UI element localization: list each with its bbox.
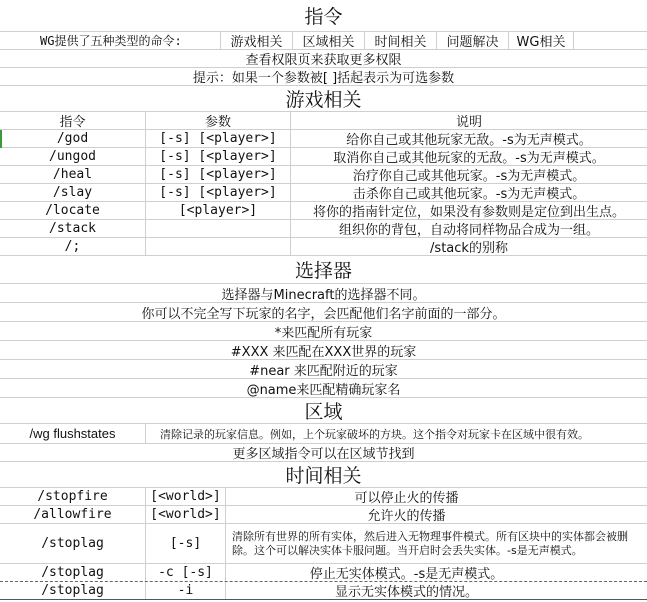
params-cell: -c [-s]	[145, 564, 225, 581]
table-row	[0, 130, 647, 148]
table-row	[0, 148, 647, 166]
command-cell: /stoplag	[41, 536, 104, 551]
params-cell: [<world>]	[145, 506, 225, 523]
params-cell: [-s]	[145, 524, 225, 563]
region-more: 更多区域指令可以在区域节找到	[232, 447, 415, 461]
section-title-game: 游戏相关	[285, 89, 362, 111]
title-row	[0, 0, 647, 32]
desc-cell: 显示无实体模式的情况。	[225, 582, 647, 599]
desc-cell: 可以停止火的传播	[225, 488, 647, 505]
page-title: 指令	[304, 6, 343, 28]
params-cell	[145, 238, 290, 255]
selector-line: @name来匹配精确玩家名	[246, 382, 401, 397]
table-row	[0, 238, 647, 256]
section-title-selector: 选择器	[294, 260, 352, 282]
command-cell: /locate	[45, 203, 100, 218]
command-cell: /heal	[52, 167, 93, 182]
command-cell: /slay	[52, 185, 93, 200]
intro-lead: WG提供了五种类型的命令:	[40, 34, 182, 48]
table-row	[0, 202, 647, 220]
table-row	[0, 488, 647, 506]
tab-game[interactable]: 游戏相关	[220, 32, 292, 49]
list-item	[0, 303, 647, 322]
params-cell: [-s] [<player>]	[145, 184, 290, 201]
table-row	[0, 506, 647, 524]
params-cell	[145, 220, 290, 237]
selector-line: *来匹配所有玩家	[274, 325, 373, 340]
section-time	[0, 462, 647, 488]
params-cell: [-s] [<player>]	[145, 130, 290, 147]
table-row	[0, 582, 647, 600]
header-row	[0, 112, 647, 130]
region-more-row	[0, 444, 647, 462]
tab-wg[interactable]: WG相关	[508, 32, 574, 49]
section-game	[0, 86, 647, 112]
command-cell: /;	[64, 239, 81, 254]
tab-time[interactable]: 时间相关	[364, 32, 436, 49]
desc-cell: 将你的指南针定位，如果没有参数则是定位到出生点。	[290, 202, 647, 219]
intro-row	[0, 32, 647, 50]
command-cell: /stack	[49, 221, 96, 236]
selected-cell-marker	[0, 130, 2, 148]
header-params: 参数	[145, 112, 290, 129]
desc-cell: 清除所有世界的所有实体，然后进入无物理事件模式。所有区块中的实体都会被删除。这个可以解决实体卡服问题。当开启时会丢失实体。-s是无声模式。	[225, 524, 647, 563]
command-cell: /ungod	[49, 149, 96, 164]
list-item	[0, 341, 647, 360]
section-region	[0, 398, 647, 424]
section-title-region: 区域	[304, 401, 343, 423]
command-cell: /stopfire	[37, 489, 108, 504]
region-desc: 清除记录的玩家信息。例如，上个玩家破坏的方块。这个指令对玩家卡在区域中很有效。	[145, 424, 647, 443]
hint-row	[0, 68, 647, 86]
desc-cell: 击杀你自己或其他玩家。-s为无声模式。	[290, 184, 647, 201]
selector-line: 你可以不完全写下玩家的名字，会匹配他们名字前面的一部分。	[141, 306, 506, 321]
section-selector	[0, 256, 647, 284]
table-row	[0, 220, 647, 238]
params-cell: [-s] [<player>]	[145, 148, 290, 165]
desc-cell: 治疗你自己或其他玩家。-s为无声模式。	[290, 166, 647, 183]
header-desc: 说明	[290, 112, 647, 129]
command-cell: /god	[56, 131, 89, 146]
list-item	[0, 322, 647, 341]
table-row	[0, 564, 647, 582]
params-cell: -i	[145, 582, 225, 599]
desc-cell: 给你自己或其他玩家无敌。-s为无声模式。	[290, 130, 647, 147]
command-cell: /allowfire	[33, 507, 112, 522]
tab-region[interactable]: 区域相关	[292, 32, 364, 49]
region-row	[0, 424, 647, 444]
selector-line: #near 来匹配附近的玩家	[249, 363, 398, 378]
optional-hint: 提示：如果一个参数被[ ]括起表示为可选参数	[192, 71, 455, 85]
selector-line: 选择器与Minecraft的选择器不同。	[221, 287, 426, 302]
params-cell: [<world>]	[145, 488, 225, 505]
permissions-row	[0, 50, 647, 68]
desc-cell: 组织你的背包，自动将同样物品合成为一组。	[290, 220, 647, 237]
desc-cell: 取消你自己或其他玩家的无敌。-s为无声模式。	[290, 148, 647, 165]
permissions-note: 查看权限页来获取更多权限	[245, 53, 402, 67]
list-item	[0, 379, 647, 398]
list-item	[0, 360, 647, 379]
desc-cell: /stack的别称	[290, 238, 647, 255]
desc-cell: 停止无实体模式。-s是无声模式。	[225, 564, 647, 581]
table-row	[0, 524, 647, 564]
header-command: 指令	[59, 115, 86, 129]
params-cell: [-s] [<player>]	[145, 166, 290, 183]
selector-line: #XXX 来匹配在XXX世界的玩家	[230, 344, 417, 359]
command-cell: /stoplag	[41, 565, 104, 580]
command-cell: /stoplag	[41, 583, 104, 598]
section-title-time: 时间相关	[285, 465, 362, 487]
table-row	[0, 166, 647, 184]
region-command: /wg flushstates	[29, 426, 116, 441]
params-cell: [<player>]	[145, 202, 290, 219]
list-item	[0, 284, 647, 303]
table-row	[0, 184, 647, 202]
tab-troubleshoot[interactable]: 问题解决	[436, 32, 508, 49]
desc-cell: 允许火的传播	[225, 506, 647, 523]
